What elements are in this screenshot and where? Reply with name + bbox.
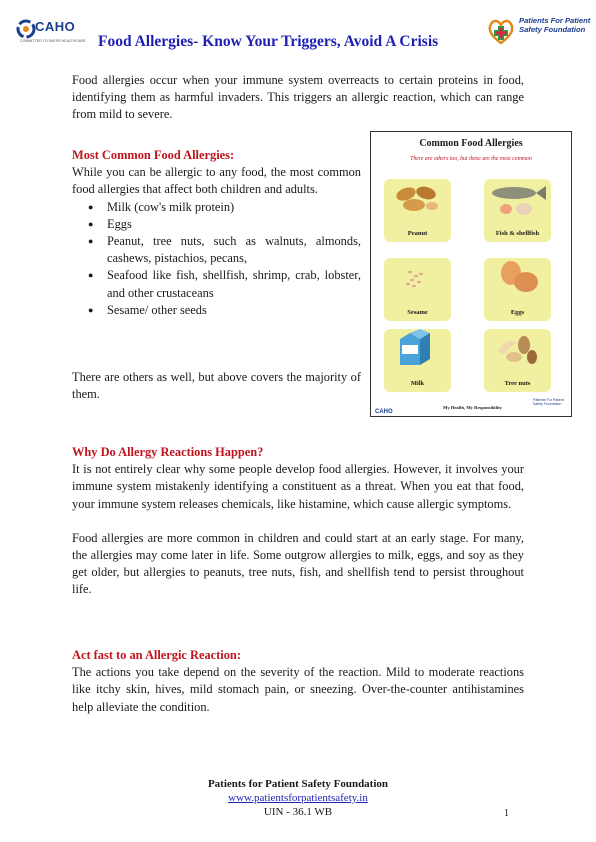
poster-title: Common Food Allergies <box>419 138 523 149</box>
poster-subtitle: There are others too, but these are the most common <box>410 156 532 162</box>
list-item: ● Milk (cow's milk protein) <box>107 199 361 216</box>
why-reactions-section <box>72 444 524 599</box>
sesame-card <box>384 258 451 321</box>
intro-section <box>72 72 524 124</box>
footer-uin: UIN - 36.1 WB <box>263 806 333 818</box>
sesame-icon <box>384 258 451 298</box>
caho-logo-tagline: COMMITTED TO SAFER HEALTHCARE <box>20 39 86 43</box>
heart-cross-icon <box>486 16 516 46</box>
psf-logo <box>486 16 516 46</box>
allergy-poster <box>370 131 572 417</box>
card-label: Sesame <box>407 309 428 316</box>
milk-carton-icon <box>384 329 451 369</box>
milk-card <box>384 329 451 392</box>
list-item: ● Sesame/ other seeds <box>107 302 361 319</box>
fish-icon <box>484 179 551 219</box>
section-heading: Act fast to an Allergic Reaction: <box>72 648 241 662</box>
footer-link[interactable]: www.patientsforpatientsafety.in <box>228 792 368 804</box>
list-item: ● Peanut, tree nuts, such as walnuts, almonds, cashews, pistachios, pecans, <box>107 233 361 267</box>
card-label: Eggs <box>510 309 525 316</box>
common-allergies-section <box>72 147 361 319</box>
intro-paragraph: Food allergies occur when your immune system overreacts to certain proteins in food, identifying them as harmful invaders. This triggers an allergic reaction, which can range from mild to severe. <box>72 73 524 122</box>
section-heading: Most Common Food Allergies: <box>72 148 235 162</box>
peanut-card <box>384 179 451 242</box>
common-allergies-closing <box>72 369 361 403</box>
poster-psf-logo <box>533 398 567 406</box>
section-paragraph: Food allergies are more common in children and could start at an early stage. For many, the allergies may come later in life. Some outgrow allergies to milk, eggs, and soy as they get older, but allergies to peanuts, tree nuts, fish, and shellfish tend to persist throughout life. <box>72 530 524 597</box>
page-number: 1 <box>504 808 509 819</box>
fish-card <box>484 179 551 242</box>
eggs-card <box>484 258 551 321</box>
card-label: Peanut <box>407 230 428 237</box>
poster-psf-text: Patients For Patient Safety Foundation <box>533 398 564 406</box>
poster-caho-text: CAHO <box>375 409 393 415</box>
section-closing: There are others as well, but above covers the majority of them. <box>72 370 361 402</box>
section-heading: Why Do Allergy Reactions Happen? <box>72 445 264 459</box>
section-body: While you can be allergic to any food, the most common food allergies that affect both children and adults. <box>72 165 361 197</box>
tree-nuts-icon <box>484 329 551 369</box>
caho-logo-mark <box>16 19 36 39</box>
list-item: ● Eggs <box>107 216 361 233</box>
footer-org: Patients for Patient Safety Foundation <box>207 778 389 790</box>
psf-logo-text: Patients For Patient Safety Foundation <box>519 16 591 34</box>
egg-icon <box>484 258 551 298</box>
act-fast-section <box>72 647 524 716</box>
list-item: ● Seafood like fish, shellfish, shrimp, crab, lobster, and other crustaceans <box>107 267 361 301</box>
card-label: Tree nuts <box>504 380 531 387</box>
poster-slogan: My Health, My Responsibility <box>443 405 502 410</box>
section-paragraph: The actions you take depend on the severity of the reaction. Mild to moderate reactions like itchy skin, hives, mild stomach pain, or sneezing. Over-the-counter antihistamines help alleviate the condition. <box>72 665 524 714</box>
peanut-icon <box>384 179 451 219</box>
poster-caho-logo <box>375 400 393 418</box>
card-label: Fish & shellfish <box>495 230 540 237</box>
page-title: Food Allergies- Know Your Triggers, Avoid A Crisis <box>98 33 439 50</box>
section-paragraph: It is not entirely clear why some people develop food allergies. However, it involves your immune system mistakenly identifying a constituent as a threat. When you eat that food, your immune system releases chemicals, like histamine, which cause allergic symptoms. <box>72 462 524 511</box>
caho-logo-text: CAHO <box>35 19 76 34</box>
allergy-list <box>72 199 361 319</box>
card-label: Milk <box>410 380 425 387</box>
tree-nuts-card <box>484 329 551 392</box>
